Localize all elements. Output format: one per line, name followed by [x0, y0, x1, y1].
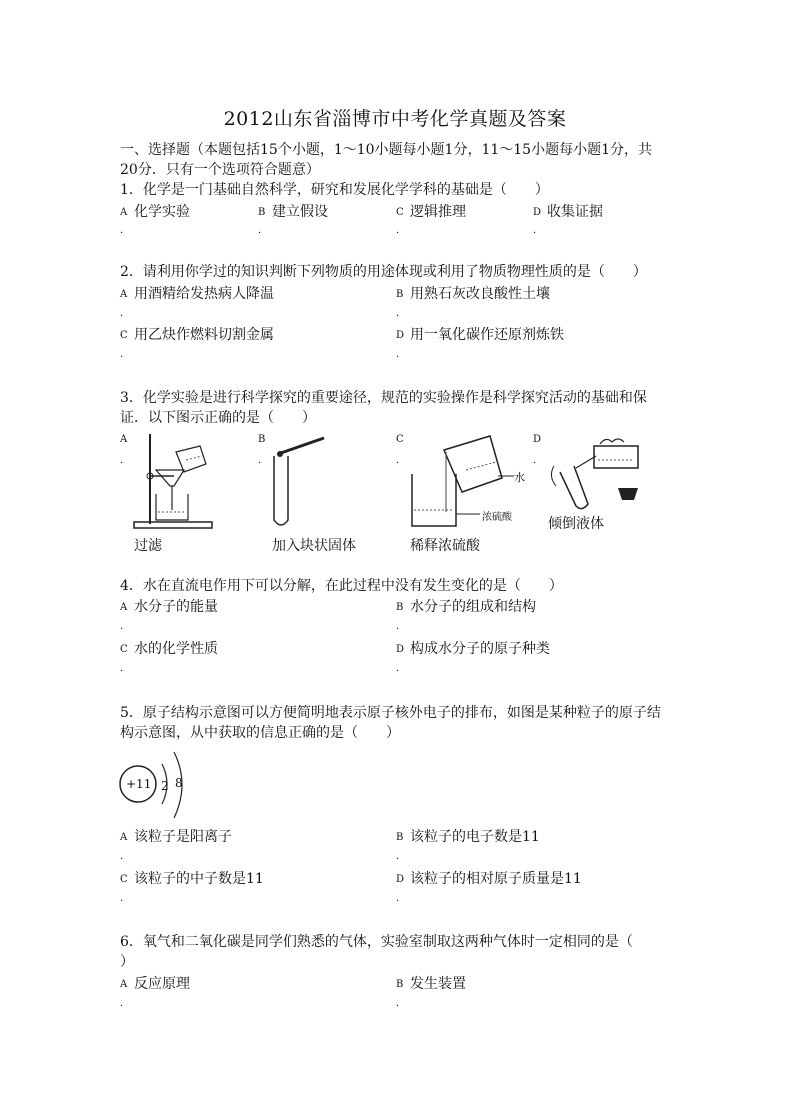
question-1-stem: 1．化学是一门基础自然科学，研究和发展化学学科的基础是（ ） [120, 182, 549, 198]
nucleus-charge: +11 [126, 777, 152, 791]
question-3-stem-line-2: 证．以下图示正确的是（ ） [120, 410, 316, 426]
option-text: 用一氧化碳作还原剂炼铁 [410, 327, 564, 343]
shell-1-electrons: 2 [161, 779, 169, 793]
option-text: 水分子的能量 [134, 599, 218, 615]
option-dot: ． [396, 851, 406, 862]
q2-option-c [120, 325, 274, 346]
q5-option-b [396, 827, 540, 848]
option-text: 该粒子的相对原子质量是11 [410, 871, 582, 887]
test-tube-solid-figure [266, 432, 336, 532]
option-text: 用酒精给发热病人降温 [134, 286, 274, 302]
option-dot: ． [120, 621, 130, 632]
option-dot: ． [396, 455, 406, 466]
q5-option-c [120, 869, 264, 890]
figure-a-label: 过滤 [134, 538, 162, 554]
q6-option-a [120, 974, 190, 995]
option-text: 化学实验 [134, 204, 190, 220]
option-dot: ． [120, 893, 130, 904]
q4-option-a [120, 597, 218, 618]
question-5-stem-line-2: 构示意图，从中获取的信息正确的是（ ） [120, 725, 400, 741]
figure-d-label: 倾倒液体 [548, 516, 604, 532]
option-dot: ． [396, 308, 406, 319]
q1-option-a [120, 202, 190, 223]
option-dot: ． [396, 621, 406, 632]
option-letter: D [396, 644, 405, 655]
option-text: 用熟石灰改良酸性土壤 [410, 286, 550, 302]
option-dot: ． [258, 455, 268, 466]
option-dot: ． [396, 893, 406, 904]
option-letter: C [120, 644, 128, 655]
option-text: 反应原理 [134, 976, 190, 992]
option-dot: ． [533, 455, 543, 466]
q4-option-c [120, 639, 218, 660]
question-3-stem-line-1: 3．化学实验是进行科学探究的重要途径，规范的实验操作是科学探究活动的基础和保 [120, 390, 647, 406]
q6-option-b [396, 974, 466, 995]
option-letter: D [396, 874, 405, 885]
q1-option-b [258, 202, 328, 223]
option-letter: A [120, 602, 128, 613]
question-2-stem: 2．请利用你学过的知识判断下列物质的用途体现或利用了物质物理性质的是（ ） [120, 264, 647, 280]
filtration-apparatus-figure [130, 432, 220, 532]
option-letter: D [396, 330, 405, 341]
option-letter: A [120, 979, 128, 990]
option-letter: C [120, 874, 128, 885]
q2-option-a [120, 284, 274, 305]
option-dot: ． [396, 225, 406, 236]
option-dot: ． [258, 225, 268, 236]
option-letter: A [120, 289, 128, 300]
q2-option-d [396, 325, 564, 346]
q3-option-b-letter: B [258, 434, 266, 445]
option-dot: ． [396, 349, 406, 360]
figure-c-label: 稀释浓硫酸 [410, 538, 480, 554]
q1-option-c [396, 202, 466, 223]
q4-option-b [396, 597, 536, 618]
option-letter: B [396, 289, 404, 300]
q5-option-d [396, 869, 582, 890]
option-text: 发生装置 [410, 976, 466, 992]
pouring-liquid-figure [546, 432, 646, 512]
option-dot: ． [120, 851, 130, 862]
option-letter: A [120, 832, 128, 843]
option-dot: ． [120, 225, 130, 236]
option-text: 该粒子的电子数是11 [410, 829, 540, 845]
option-text: 该粒子的中子数是11 [134, 871, 264, 887]
option-letter: B [258, 207, 266, 218]
option-letter: C [120, 330, 128, 341]
q1-option-d [533, 202, 603, 223]
q3-option-a-letter: A [120, 434, 128, 445]
water-label: 水 [514, 471, 525, 484]
q2-option-b [396, 284, 550, 305]
option-dot: ． [120, 455, 130, 466]
page-title: 2012山东省淄博市中考化学真题及答案 [223, 108, 567, 130]
option-dot: ． [120, 308, 130, 319]
question-4-stem: 4．水在直流电作用下可以分解，在此过程中没有发生变化的是（ ） [120, 578, 563, 594]
shell-2-electrons: 8 [175, 776, 183, 790]
option-dot: ． [396, 663, 406, 674]
option-dot: ． [533, 225, 543, 236]
option-dot: ． [396, 998, 406, 1009]
option-letter: A [120, 207, 128, 218]
option-letter: D [533, 207, 542, 218]
option-letter: B [396, 979, 404, 990]
option-dot: ． [120, 349, 130, 360]
figure-b-label: 加入块状固体 [272, 538, 356, 554]
section-heading-line-1: 一、选择题（本题包括15个小题，1～10小题每小题1分，11～15小题每小题1分，共 [120, 142, 652, 158]
option-letter: B [396, 602, 404, 613]
option-letter: B [396, 832, 404, 843]
option-text: 水分子的组成和结构 [410, 599, 536, 615]
q4-option-d [396, 639, 550, 660]
option-text: 逻辑推理 [410, 204, 466, 220]
option-text: 构成水分子的原子种类 [410, 641, 550, 657]
acid-label: 浓硫酸 [482, 512, 512, 523]
option-dot: ． [120, 663, 130, 674]
option-text: 该粒子是阳离子 [134, 829, 232, 845]
q3-option-c-letter: C [396, 434, 404, 445]
section-heading-line-2: 20分．只有一个选项符合题意） [120, 162, 320, 178]
option-text: 用乙炔作燃料切割金属 [134, 327, 274, 343]
question-6-stem-line-1: 6．氧气和二氧化碳是同学们熟悉的气体，实验室制取这两种气体时一定相同的是（ [120, 934, 633, 950]
question-6-stem-line-2: ） [120, 954, 134, 970]
option-letter: C [396, 207, 404, 218]
q5-option-a [120, 827, 232, 848]
option-text: 收集证据 [547, 204, 603, 220]
option-text: 水的化学性质 [134, 641, 218, 657]
question-5-stem-line-1: 5．原子结构示意图可以方便简明地表示原子核外电子的排布，如图是某种粒子的原子结 [120, 705, 661, 721]
option-text: 建立假设 [272, 204, 328, 220]
option-dot: ． [120, 998, 130, 1009]
q3-option-d-letter: D [533, 434, 542, 445]
